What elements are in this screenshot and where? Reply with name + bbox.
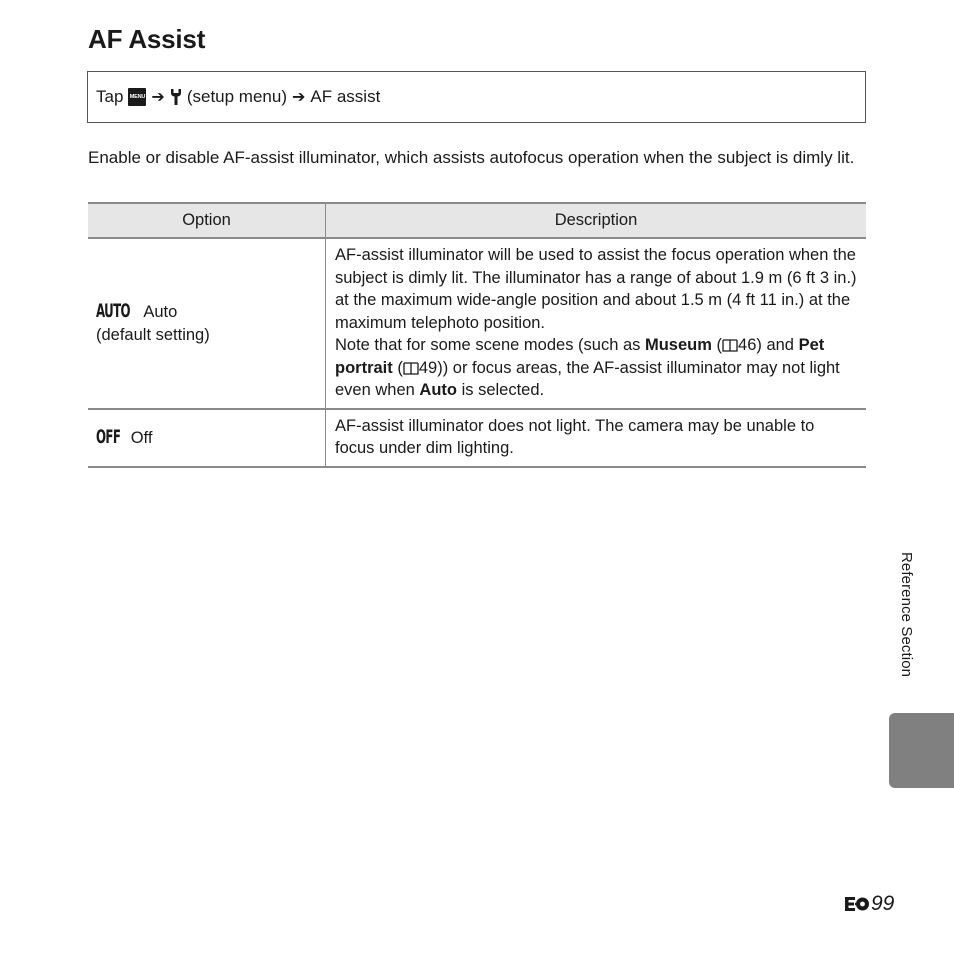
page-ref: 49 — [418, 358, 438, 377]
section-side-label: Reference Section — [898, 552, 915, 678]
reference-section-icon — [841, 894, 871, 914]
page-number — [841, 892, 894, 916]
description-cell-off: AF-assist illuminator does not light. The camera may be unable to focus under dim lighting. — [326, 409, 867, 467]
default-setting-note: (default setting) — [96, 325, 210, 344]
arrow-icon: ➔ — [292, 89, 306, 106]
section-tab — [889, 713, 954, 788]
option-off-label: Off — [130, 428, 153, 447]
table-row — [88, 409, 866, 467]
note-text: ( — [392, 358, 403, 377]
table-header-row — [88, 203, 866, 238]
description-cell-auto — [326, 238, 867, 409]
note-text: ) and — [756, 336, 799, 354]
off-mode-icon: OFF — [96, 425, 121, 448]
option-auto-label: Auto — [143, 303, 178, 322]
note-text: )) or focus areas, the AF-assist illuminator may not light even when — [335, 358, 840, 399]
pet-portrait-mode-name: Pet portrait — [335, 336, 825, 377]
tap-label: Tap — [96, 87, 124, 106]
page-number-value: 99 — [871, 892, 895, 915]
option-cell-auto — [88, 238, 326, 409]
book-reference-icon — [403, 361, 419, 375]
page-ref: 46 — [738, 336, 757, 354]
auto-setting-name: Auto — [419, 381, 457, 399]
table-row — [88, 238, 866, 409]
auto-description: AF-assist illuminator will be used to assist the focus operation when the subject is dimly lit. The illuminator has a range of about 1.9 m (6 ft 3 in.) at the maximum wide-angle position and about 1.5 m (4 ft 11 in.) at the maximum telephoto position. — [335, 246, 857, 332]
option-column-header: Option — [88, 203, 326, 238]
book-reference-icon — [722, 338, 738, 352]
note-text: is selected. — [456, 381, 545, 399]
wrench-icon — [170, 88, 182, 106]
museum-mode-name: Museum — [644, 336, 712, 354]
option-cell-off — [88, 409, 326, 467]
options-table — [88, 202, 866, 468]
auto-description-note — [335, 334, 858, 402]
note-text: Note that for some scene modes (such as — [335, 336, 645, 354]
description-column-header: Description — [326, 203, 867, 238]
auto-mode-icon: AUTO — [96, 300, 130, 323]
page-title: AF Assist — [88, 24, 206, 54]
af-assist-label: AF assist — [310, 87, 381, 106]
navigation-path-box — [87, 71, 866, 123]
setup-menu-label: (setup menu) — [186, 87, 287, 106]
arrow-icon: ➔ — [151, 89, 165, 106]
menu-icon: MENU — [128, 88, 146, 106]
intro-paragraph: Enable or disable AF-assist illuminator, which assists autofocus operation when the subject is dimly lit. — [88, 148, 855, 167]
note-text: ( — [711, 336, 723, 354]
